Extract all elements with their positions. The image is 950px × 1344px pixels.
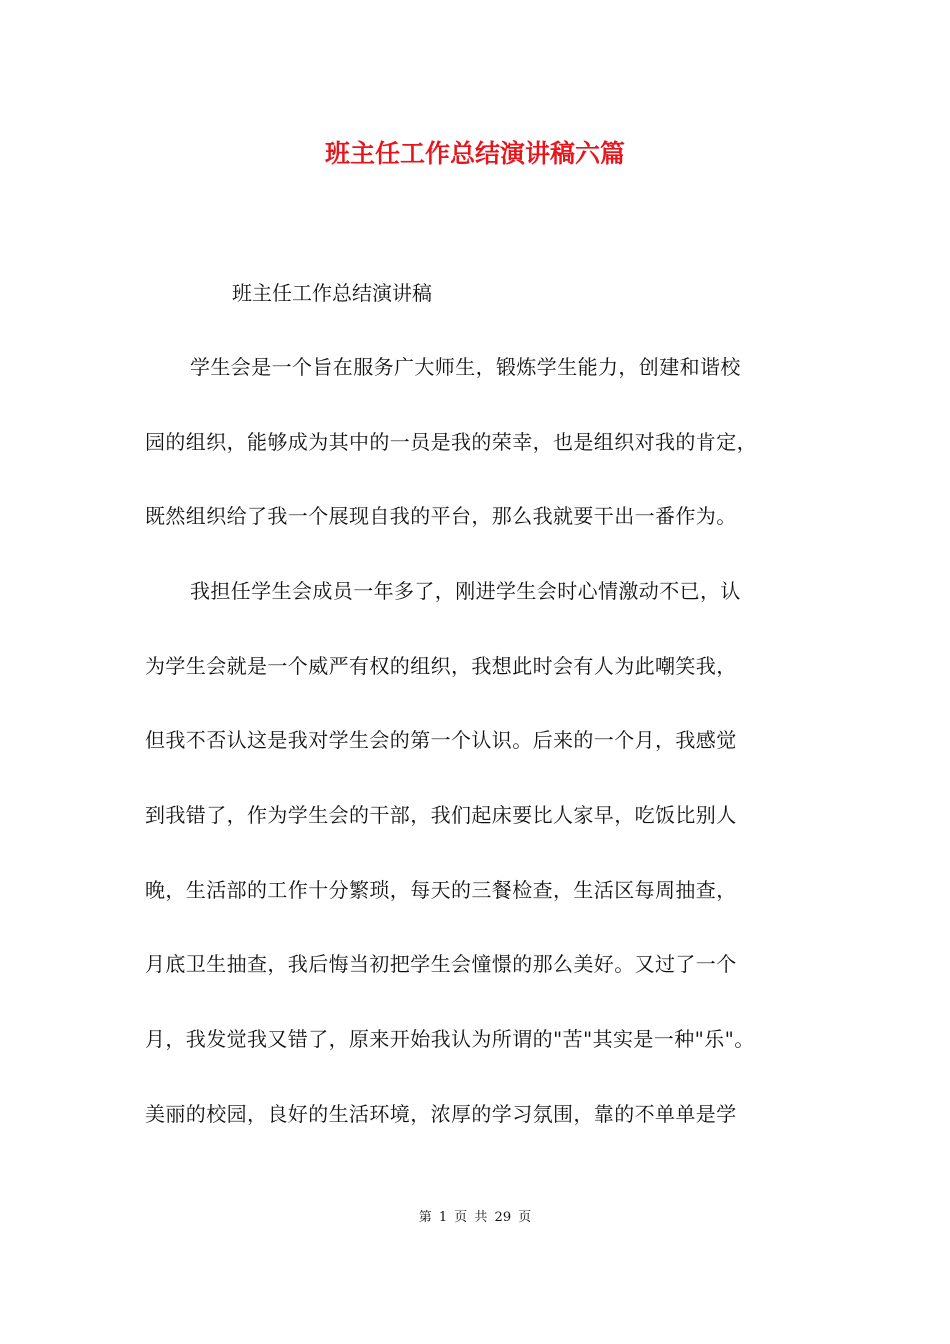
paragraph-line: 美丽的校园，良好的生活环境，浓厚的学习氛围，靠的不单单是学 <box>145 1102 737 1126</box>
page-number-footer: 第 1 页 共 29 页 <box>418 1210 532 1225</box>
section-heading: 班主任工作总结演讲稿 <box>232 281 432 305</box>
paragraph-line: 但我不否认这是我对学生会的第一个认识。后来的一个月，我感觉 <box>145 728 737 752</box>
paragraph-line: 晚，生活部的工作十分繁琐，每天的三餐检查，生活区每周抽查， <box>145 878 737 902</box>
paragraph-line: 月，我发觉我又错了，原来开始我认为所谓的"苦"其实是一种"乐"。 <box>145 1027 755 1051</box>
paragraph-line: 月底卫生抽查，我后悔当初把学生会憧憬的那么美好。又过了一个 <box>145 952 737 976</box>
paragraph-line: 既然组织给了我一个展现自我的平台，那么我就要干出一番作为。 <box>145 504 737 528</box>
document-title: 班主任工作总结演讲稿六篇 <box>324 139 625 168</box>
paragraph-line: 园的组织，能够成为其中的一员是我的荣幸，也是组织对我的肯定， <box>145 430 757 454</box>
paragraph-line: 我担任学生会成员一年多了，刚进学生会时心情激动不已，认 <box>190 579 741 603</box>
paragraph-line: 学生会是一个旨在服务广大师生，锻炼学生能力，创建和谐校 <box>190 355 741 379</box>
paragraph-line: 为学生会就是一个威严有权的组织，我想此时会有人为此嘲笑我， <box>145 654 737 678</box>
paragraph-line: 到我错了，作为学生会的干部，我们起床要比人家早，吃饭比别人 <box>145 803 737 827</box>
